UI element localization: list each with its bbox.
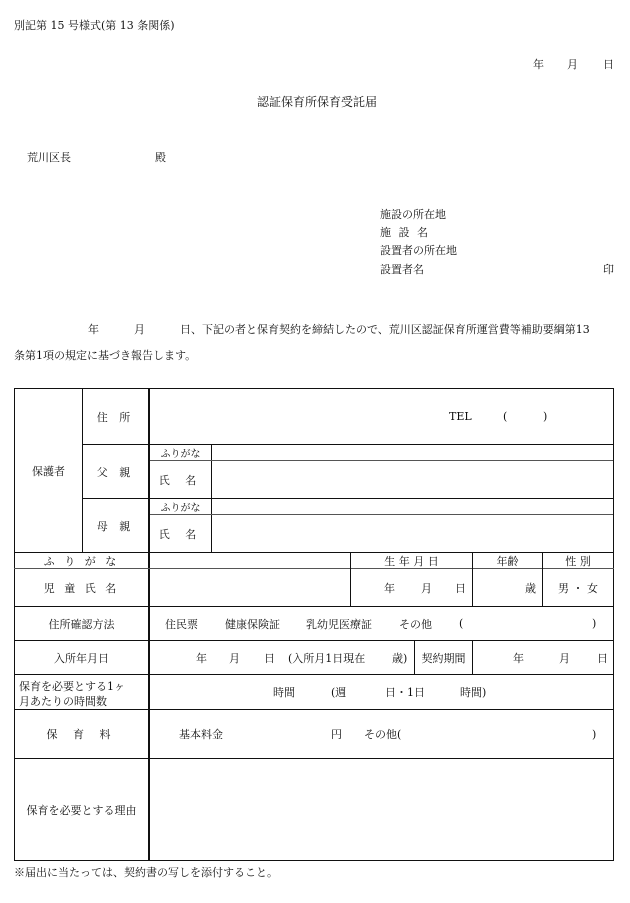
contract-period-label: 契約期間 [421,651,466,665]
hours-close: 時間) [460,686,487,699]
age-label: 年齢 [496,554,519,568]
contract-day: 日 [597,651,608,665]
fee-yen: 円 [331,728,342,741]
mother-name-label: 氏 名 [158,527,203,541]
confirm-method-other: その他 [399,617,432,631]
confirm-method-resident: 住民票 [165,617,198,631]
addressee-name: 荒川区長 [27,151,71,164]
mother-furigana-label: ふりがな [160,503,201,514]
hours-label-line1: 保育を必要とする1ヶ [19,680,125,693]
form-code: 別記第 15 号様式(第 13 条関係) [14,19,175,32]
admission-note-close: 歳) [392,651,408,665]
body-month: 月 [134,323,145,336]
tel-open: ( [503,410,508,423]
reason-label: 保育を必要とする理由 [26,803,137,817]
father-furigana-label: ふりがな [160,449,201,460]
child-name-label: 児 童 氏 名 [43,581,120,595]
hours-week: (週 [331,686,347,699]
sex-label: 性 別 [565,554,591,568]
sex-options: 男 ・ 女 [558,581,598,595]
facility-name-label: 施 設 名 [380,226,430,239]
admission-day: 日 [264,651,275,665]
body-line1: 日、下記の者と保育契約を締結したので、荒川区認証保育所運営費等補助要綱第13 [180,323,590,336]
body-line2: 条第1項の規定に基づき報告します。 [14,349,197,362]
facility-location-label: 施設の所在地 [380,208,446,221]
confirm-close: ) [592,617,597,630]
addressee-honorific: 殿 [155,151,166,164]
body-year: 年 [88,323,99,336]
birthdate-label: 生 年 月 日 [384,554,439,568]
page-title: 認証保育所保育受託届 [257,95,378,109]
operator-address-label: 設置者の所在地 [380,244,457,257]
admission-year: 年 [196,651,207,665]
address-confirm-label: 住所確認方法 [48,617,115,631]
mother-label: 母 親 [96,519,135,533]
admission-month: 月 [229,651,240,665]
birth-year: 年 [384,581,395,595]
confirm-method-insurance: 健康保険証 [225,617,280,631]
date-year: 年 [533,58,544,71]
guardian-address-label: 住 所 [96,410,135,424]
hours-label-line2: 月あたりの時間数 [19,695,107,708]
seal-mark: 印 [603,263,614,276]
date-month: 月 [567,58,578,71]
father-name-label: 氏 名 [158,473,203,487]
admission-label: 入所年月日 [54,651,109,665]
hours-days: 日・1日 [385,686,425,699]
operator-name-label: 設置者名 [380,263,424,276]
contract-year: 年 [513,651,524,665]
date-day: 日 [603,58,614,71]
footnote: ※届出に当たっては、契約書の写しを添付すること。 [14,866,278,879]
birth-month: 月 [421,581,432,595]
fee-label: 保 育 料 [46,728,117,741]
child-furigana-label: ふ り が な [43,554,120,568]
birth-day: 日 [455,581,466,595]
tel-close: ) [543,410,548,423]
hours-unit: 時間 [273,686,295,699]
fee-close: ) [592,727,597,741]
admission-note-open: (入所月1日現在 [288,651,366,665]
contract-month: 月 [559,651,570,665]
guardian-label: 保護者 [32,464,65,478]
age-unit: 歳 [525,581,536,595]
fee-other: その他( [364,728,402,741]
fee-base: 基本料金 [179,728,223,741]
confirm-open: ( [459,617,464,630]
tel-label: TEL [449,410,472,423]
confirm-method-medical: 乳幼児医療証 [306,617,372,631]
father-label: 父 親 [96,465,135,479]
